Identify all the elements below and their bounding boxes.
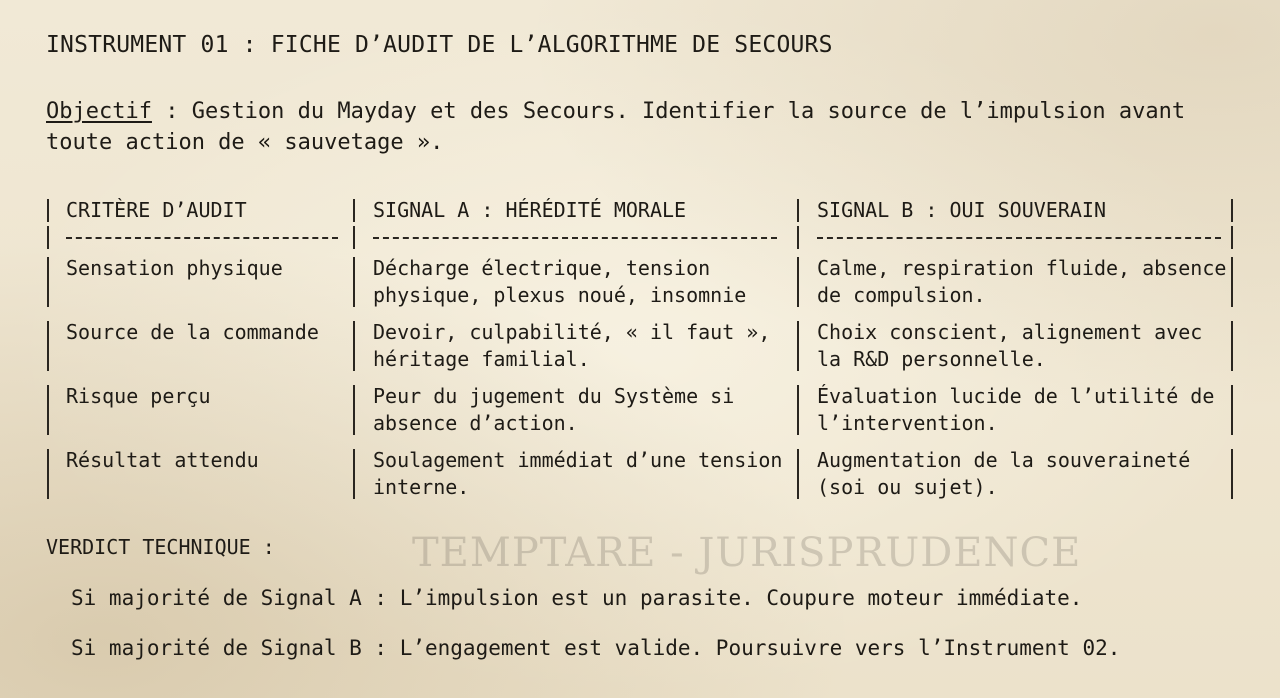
criterion-cell: Résultat attendu [66,448,259,472]
verdict-title: VERDICT TECHNIQUE : [46,535,275,559]
objective-paragraph [46,96,1246,158]
table-row [46,383,1240,437]
signal-a-cell: Devoir, culpabilité, « il faut », héritage familial. [373,320,783,371]
watermark: TEMPTARE - JURISPRUDENCE [412,530,1082,576]
header-signal-a: SIGNAL A : HÉRÉDITÉ MORALE [373,198,687,222]
table-row [46,447,1240,501]
verdict-line-signal-a: Si majorité de Signal A : L’impulsion est un parasite. Coupure moteur immédiate. [71,586,1083,610]
objective-text: : Gestion du Mayday et des Secours. Identifier la source de l’impulsion avant toute action de « sauvetage ». [46,99,1186,155]
signal-b-cell: Évaluation lucide de l’utilité de l’intervention. [817,384,1227,435]
header-signal-b: SIGNAL B : OUI SOUVERAIN [817,198,1106,222]
table-row [46,255,1240,309]
signal-a-cell: Peur du jugement du Système si absence d’action. [373,384,747,435]
criterion-cell: Risque perçu [66,384,211,408]
signal-b-cell: Calme, respiration fluide, absence de compulsion. [817,256,1239,307]
signal-b-cell: Choix conscient, alignement avec la R&D personnelle. [817,320,1215,371]
table-separator-row [46,224,1240,251]
objective-label: Objectif [46,99,152,124]
signal-a-cell: Décharge électrique, tension physique, plexus noué, insomnie [373,256,747,307]
audit-table [46,197,1240,511]
table-header-row [46,197,1240,224]
signal-b-cell: Augmentation de la souveraineté (soi ou sujet). [817,448,1203,499]
header-criterion: CRITÈRE D’AUDIT [66,198,247,222]
document-title: INSTRUMENT 01 : FICHE D’AUDIT DE L’ALGORITHME DE SECOURS [46,32,833,58]
criterion-cell: Source de la commande [66,320,319,344]
table-row [46,319,1240,373]
verdict-line-signal-b: Si majorité de Signal B : L’engagement est valide. Poursuivre vers l’Instrument 02. [71,636,1121,660]
signal-a-cell: Soulagement immédiat d’une tension interne. [373,448,795,499]
criterion-cell: Sensation physique [66,256,283,280]
